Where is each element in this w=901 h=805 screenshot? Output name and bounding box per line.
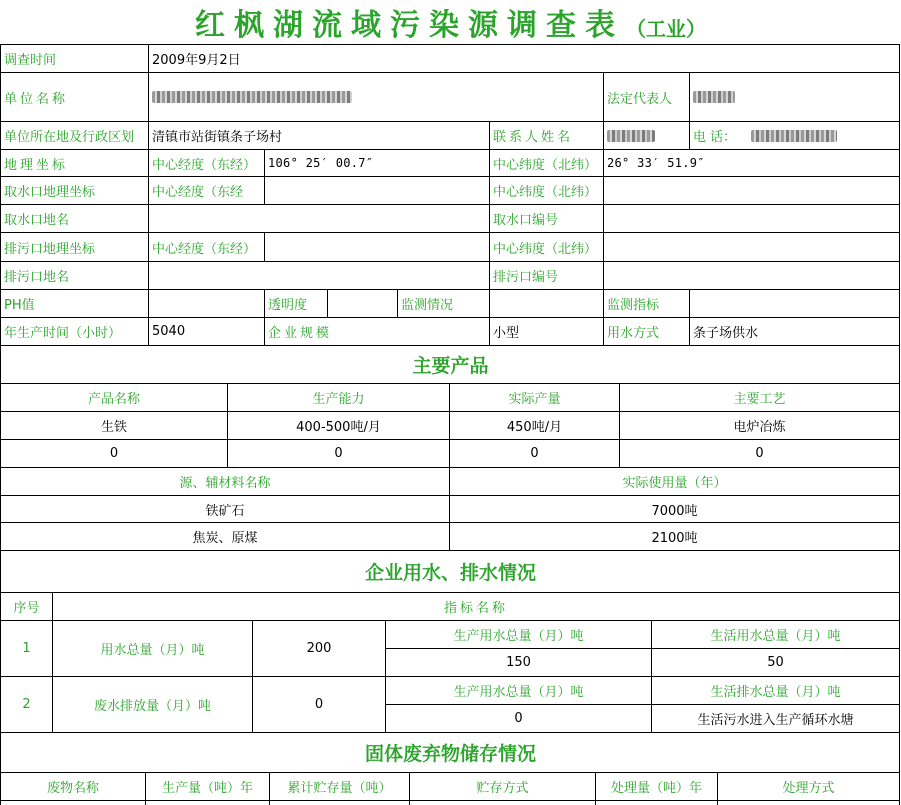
actual-output-header: 实际产量 xyxy=(508,392,561,407)
monitoring-value xyxy=(490,290,603,317)
waste-storage-method-header: 贮存方式 xyxy=(476,781,529,796)
legal-rep-label: 法定代表人 xyxy=(607,91,673,107)
main-process-header: 主要工艺 xyxy=(733,392,786,407)
water-row-total: 0 xyxy=(314,697,324,712)
survey-time-label: 调查时间 xyxy=(4,53,57,68)
water-row-no: 1 xyxy=(22,641,31,656)
geo-label: 地理坐标 xyxy=(4,157,69,173)
material-cell: 铁矿石 xyxy=(205,503,245,519)
ph-value xyxy=(149,290,264,317)
products-heading: 主要产品 xyxy=(412,355,489,377)
product-cell: 0 xyxy=(334,446,343,461)
material-cell: 2100吨 xyxy=(651,531,698,546)
center-lat-label: 中心纬度（北纬） xyxy=(493,157,598,173)
product-cell: 400-500吨/月 xyxy=(296,420,381,435)
product-name-header: 产品名称 xyxy=(87,392,140,407)
waste-treatment-method-header: 处理方式 xyxy=(782,781,835,796)
outfall-name-value xyxy=(149,262,489,289)
indicator-label: 监测指标 xyxy=(607,298,660,313)
intake-lon-value xyxy=(265,177,489,204)
address-label: 单位所在地及行政区划 xyxy=(4,130,135,145)
redacted-phone xyxy=(751,130,837,142)
waste-stored-header: 累计贮存量（吨） xyxy=(287,781,392,796)
product-cell: 0 xyxy=(109,446,119,461)
ph-label: PH值 xyxy=(4,298,35,313)
outfall-no-value xyxy=(604,262,899,289)
prod-hours-label: 年生产时间（小时） xyxy=(4,326,122,341)
water-method-label: 用水方式 xyxy=(607,326,660,341)
form-title-sub: （工业） xyxy=(626,16,706,41)
indicator-value xyxy=(690,290,899,317)
prod-hours-value: 5040 xyxy=(152,324,186,339)
waste-name-header: 废物名称 xyxy=(46,781,99,796)
intake-name-value xyxy=(149,205,489,232)
intake-name-label: 取水口地名 xyxy=(4,213,70,228)
water-sub1-label: 生产用水总量（月）吨 xyxy=(453,685,584,700)
transparency-value xyxy=(328,290,397,317)
waste-treated-header: 处理量（吨）年 xyxy=(610,781,702,796)
water-sub2-value: 50 xyxy=(767,655,784,670)
water-method-value: 条子场供水 xyxy=(693,326,759,341)
redacted-legal-rep xyxy=(693,91,735,103)
product-cell: 0 xyxy=(530,446,539,461)
water-no-header: 序号 xyxy=(13,601,40,616)
address-value: 清镇市站街镇条子场村 xyxy=(152,130,283,145)
center-lon-label: 中心经度（东经） xyxy=(152,157,257,173)
outfall-name-label: 排污口地名 xyxy=(4,270,70,285)
outfall-geo-label: 排污口地理坐标 xyxy=(4,241,96,257)
redacted-contact xyxy=(607,130,655,142)
material-name-header: 源、辅材料名称 xyxy=(179,476,271,491)
scale-value: 小型 xyxy=(493,326,520,341)
monitoring-label: 监测情况 xyxy=(401,298,454,313)
contact-name-value xyxy=(604,122,689,149)
water-row-total: 200 xyxy=(306,641,332,656)
water-heading: 企业用水、排水情况 xyxy=(364,562,536,584)
intake-lon-label: 中心经度（东经 xyxy=(152,185,244,200)
capacity-header: 生产能力 xyxy=(312,392,365,407)
material-cell: 焦炭、原煤 xyxy=(192,531,258,546)
contact-name-label: 联系人姓名 xyxy=(493,130,574,145)
waste-output-header: 生产量（吨）年 xyxy=(161,781,253,796)
solid-waste-heading: 固体废弃物储存情况 xyxy=(364,743,536,765)
water-sub1-label: 生产用水总量（月）吨 xyxy=(453,629,584,644)
water-sub2-label: 生活排水总量（月）吨 xyxy=(710,685,841,700)
form-title-main: 红枫湖流域污染源调查表 xyxy=(195,8,624,43)
outfall-lon-label: 中心经度（东经） xyxy=(152,241,257,257)
water-row-no: 2 xyxy=(22,697,31,712)
material-usage-header: 实际使用量（年） xyxy=(622,476,727,491)
water-row-name: 用水总量（月）吨 xyxy=(100,643,205,658)
scale-label: 企业规模 xyxy=(268,326,333,341)
water-sub2-value: 生活污水进入生产循环水塘 xyxy=(697,713,854,728)
intake-lat-value xyxy=(604,177,899,204)
intake-geo-label: 取水口地理坐标 xyxy=(4,185,96,200)
legal-rep-value xyxy=(690,73,899,121)
unit-name-label: 单位名称 xyxy=(4,91,69,107)
product-cell: 0 xyxy=(755,446,764,461)
survey-time-value: 2009年9月2日 xyxy=(152,53,241,68)
intake-no-value xyxy=(604,205,899,232)
center-lat-value: 26° 33′ 51.9″ xyxy=(607,156,705,170)
outfall-lon-value xyxy=(265,233,489,261)
outfall-no-label: 排污口编号 xyxy=(493,270,559,285)
center-lon-value: 106° 25′ 00.7″ xyxy=(268,156,374,170)
outfall-lat-value xyxy=(604,233,899,261)
redacted-unit-name xyxy=(152,91,352,103)
phone-value xyxy=(748,122,899,149)
product-cell: 450吨/月 xyxy=(506,420,563,435)
product-cell: 生铁 xyxy=(100,420,127,435)
water-sub1-value: 150 xyxy=(506,655,531,670)
material-cell: 7000吨 xyxy=(651,503,698,519)
product-cell: 电炉冶炼 xyxy=(733,420,786,435)
water-indicator-header: 指标名称 xyxy=(443,601,508,616)
water-sub1-value: 0 xyxy=(514,711,523,726)
water-row-name: 废水排放量（月）吨 xyxy=(93,699,211,714)
phone-label: 电 话： xyxy=(693,130,737,145)
transparency-label: 透明度 xyxy=(268,298,308,313)
outfall-lat-label: 中心纬度（北纬） xyxy=(493,241,598,257)
intake-lat-label: 中心纬度（北纬） xyxy=(493,185,598,200)
water-sub2-label: 生活用水总量（月）吨 xyxy=(710,629,841,644)
unit-name-value xyxy=(149,73,603,121)
intake-no-label: 取水口编号 xyxy=(493,213,559,228)
